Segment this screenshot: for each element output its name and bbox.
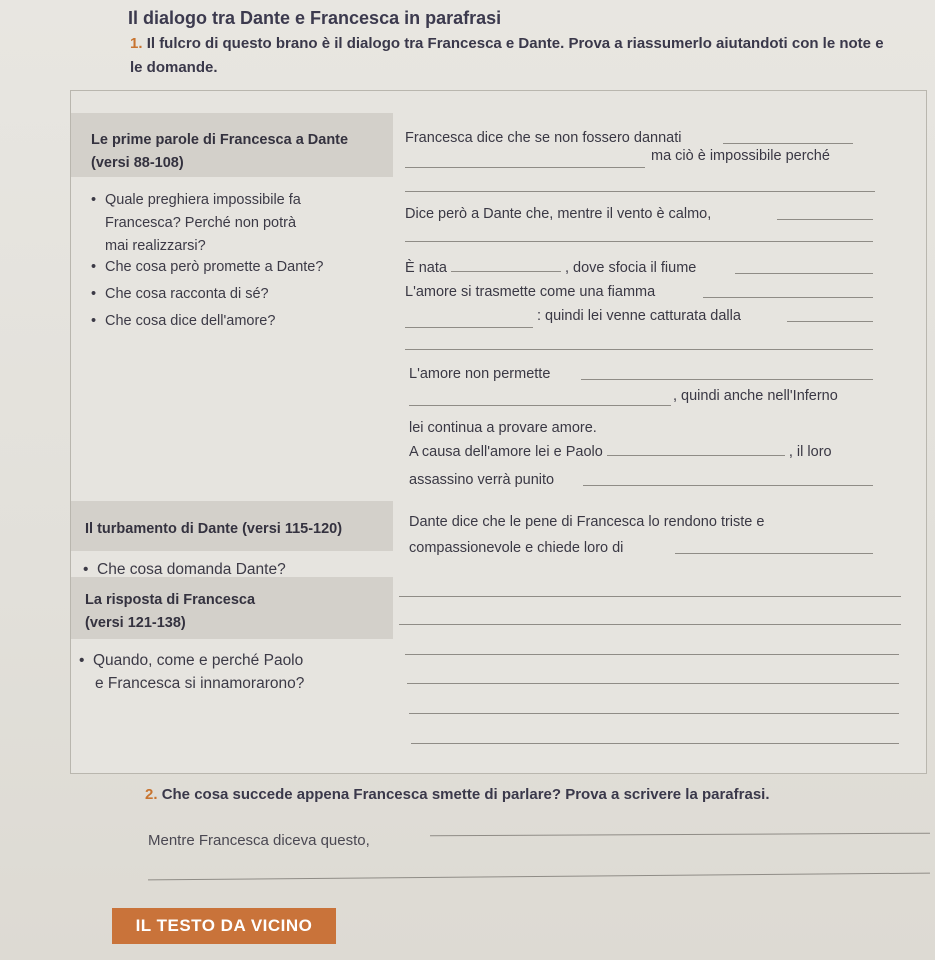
section1-heading-line2: (versi 88-108)	[91, 155, 184, 171]
question-bullet-1	[105, 189, 301, 258]
exercise-1-text: Il fulcro di questo brano è il dialogo tra Francesca e Dante. Prova a riassumerlo aiutandoti con le note e le domande.	[130, 35, 884, 76]
answer-line	[405, 167, 645, 168]
page-title: Il dialogo tra Dante e Francesca in parafrasi	[128, 8, 502, 28]
section1-heading-line1: Le prime parole di Francesca a Dante	[91, 132, 349, 148]
answer-line	[405, 327, 533, 328]
answer-row-4b: , dove sfocia il fiume	[564, 260, 697, 276]
question-bullet-5: • Che cosa domanda Dante?	[97, 558, 286, 581]
question-6-line2: e Francesca si innamorarono?	[95, 675, 305, 692]
answer-line	[703, 297, 873, 298]
exercise-2-number: 2.	[145, 786, 158, 803]
question-bullet-6	[93, 649, 304, 695]
question-1-line1: • Quale preghiera impossibile fa	[105, 192, 301, 208]
answer-line	[399, 596, 901, 597]
answer-line	[407, 683, 899, 684]
answer-blank	[451, 271, 561, 272]
exercise-2-text: Che cosa succede appena Francesca smette di parlare? Prova a scrivere la parafrasi.	[161, 786, 770, 803]
section3-heading-line1: La risposta di Francesca	[85, 592, 256, 608]
answer-line	[583, 485, 873, 486]
answer-line	[405, 654, 899, 655]
answer-row-12: Dante dice che le pene di Francesca lo rendono triste e	[409, 514, 765, 530]
answer-row-10	[409, 441, 832, 463]
section-badge: IL TESTO DA VICINO	[112, 908, 336, 944]
section1-heading	[91, 129, 348, 175]
answer-row-11: assassino verrà punito	[409, 472, 555, 488]
answer-line	[409, 713, 899, 714]
answer-row-8: , quindi anche nell'Inferno	[673, 388, 838, 404]
answer-row-6: : quindi lei venne catturata dalla	[537, 308, 741, 324]
exercise-1-prompt	[130, 32, 890, 80]
answer-line	[148, 873, 930, 881]
answer-row-10a: A causa dell'amore lei e Paolo	[409, 444, 603, 460]
answer-line	[405, 241, 873, 242]
answer-row-1: Francesca dice che se non fossero dannati	[405, 130, 682, 146]
exercise-2-prompt	[145, 786, 770, 803]
answer-line	[735, 273, 873, 274]
answer-line	[399, 624, 901, 625]
answer-row-9: lei continua a provare amore.	[409, 420, 597, 436]
question-1-line2: Francesca? Perché non potrà	[105, 215, 297, 231]
exercise-1-number: 1.	[130, 35, 143, 52]
question-6-line1: • Quando, come e perché Paolo	[93, 652, 304, 669]
exercise-2-starter: Mentre Francesca diceva questo,	[148, 832, 370, 849]
answer-row-3: Dice però a Dante che, mentre il vento è calmo,	[405, 206, 712, 222]
answer-row-13: compassionevole e chiede loro di	[409, 540, 624, 556]
question-bullet-2: • Che cosa però promette a Dante?	[105, 256, 323, 279]
answer-row-10b: , il loro	[788, 444, 832, 460]
answer-line	[405, 349, 873, 350]
answer-line	[723, 143, 853, 144]
answer-line	[411, 743, 899, 744]
answer-row-5: L'amore si trasmette come una fiamma	[405, 284, 656, 300]
answer-line	[581, 379, 873, 380]
question-bullet-4: • Che cosa dice dell'amore?	[105, 310, 275, 333]
section3-heading	[85, 589, 255, 635]
answer-row-7: L'amore non permette	[409, 366, 551, 382]
question-1-line3: mai realizzarsi?	[105, 238, 206, 254]
answer-row-2: ma ciò è impossibile perché	[651, 148, 830, 164]
section2-heading: Il turbamento di Dante (versi 115-120)	[85, 521, 343, 537]
answer-line	[675, 553, 873, 554]
summary-table	[70, 90, 927, 774]
section3-heading-line2: (versi 121-138)	[85, 615, 186, 631]
answer-line	[409, 405, 671, 406]
question-bullet-3: • Che cosa racconta di sé?	[105, 283, 269, 306]
answer-line	[787, 321, 873, 322]
answer-blank	[607, 455, 785, 456]
answer-line	[777, 219, 873, 220]
answer-row-4a: È nata	[405, 260, 447, 276]
answer-line	[430, 833, 930, 837]
answer-line	[405, 191, 875, 192]
answer-row-4	[405, 257, 696, 279]
